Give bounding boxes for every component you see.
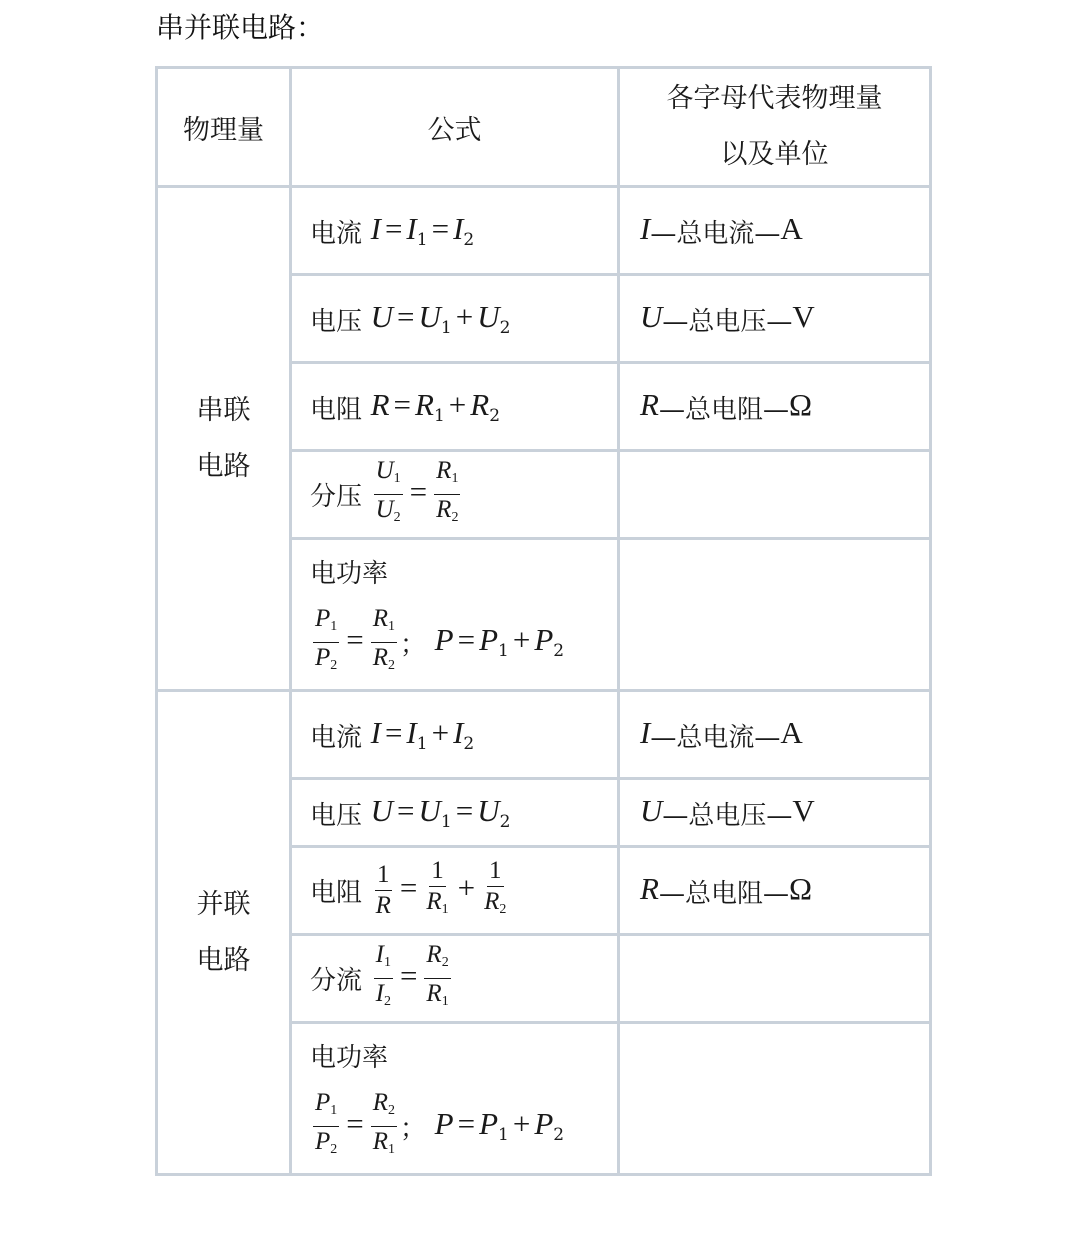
- formula-label: 电阻: [310, 878, 363, 908]
- parallel-label-line1: 并联: [196, 888, 251, 920]
- series-current-row: [157, 187, 931, 275]
- header-meaning: [619, 68, 931, 187]
- formula-label: 电压: [310, 801, 363, 831]
- series-power-formula: [291, 539, 619, 691]
- page-heading: 串并联电路：: [156, 11, 325, 44]
- fraction: $\frac{1}{R}$: [375, 861, 391, 919]
- power-equation: $\frac{P_1}{P_2}$ = $\frac{R_2}{R_1}$ ； $P = P_1 + P_2$: [310, 1088, 617, 1165]
- header-meaning-line2: 以及单位: [720, 139, 829, 170]
- series-voltage-formula: 电压 $U = U_1 + U_2$: [291, 275, 619, 363]
- series-resistance-formula: 电阻 $R = R_1 + R_2$: [291, 363, 619, 451]
- fraction: $\frac{P_1}{P_2}$: [315, 604, 338, 673]
- parallel-current-row: [157, 691, 931, 779]
- formula-label: 电功率: [310, 1042, 389, 1073]
- fraction: $\frac{P_1}{P_2}$: [315, 1088, 338, 1157]
- series-division-meaning: [619, 451, 931, 539]
- series-group-label: [157, 187, 291, 691]
- series-voltage-meaning: U—总电压—V: [619, 275, 931, 363]
- series-current-formula: 电流 $I = I_1 = I_2$: [291, 187, 619, 275]
- series-label-line1: 串联: [196, 394, 251, 426]
- fraction: $\frac{R_2}{R_1}$: [426, 941, 449, 1009]
- header-row: [157, 68, 931, 187]
- parallel-resistance-meaning: R—总电阻—Ω: [619, 847, 931, 935]
- header-meaning-line1: 各字母代表物理量: [666, 83, 883, 114]
- parallel-current-formula: 电流 $I = I_1 + I_2$: [291, 691, 619, 779]
- fraction: $\frac{1}{R_1}$: [426, 857, 449, 917]
- formula-label: 电流: [310, 723, 363, 753]
- parallel-power-meaning: [619, 1023, 931, 1175]
- power-equation: $\frac{P_1}{P_2}$ = $\frac{R_1}{R_2}$ ； $P = P_1 + P_2$: [310, 604, 617, 681]
- parallel-resistance-formula: 电阻 $\frac{1}{R}$ = $\frac{1}{R_1}$ + $\frac{1}{R_2}$: [291, 847, 619, 935]
- fraction: $\frac{U_1}{U_2}$: [375, 457, 401, 525]
- header-quantity: 物理量: [157, 68, 291, 187]
- formula-label: 电阻: [310, 395, 363, 425]
- parallel-power-formula: [291, 1023, 619, 1175]
- parallel-group-label: [157, 691, 291, 1175]
- formula-label: 分压: [310, 482, 363, 512]
- parallel-voltage-formula: 电压 $U = U_1 = U_2$: [291, 779, 619, 847]
- fraction: $\frac{I_1}{I_2}$: [375, 941, 391, 1009]
- series-power-meaning: [619, 539, 931, 691]
- series-division-formula: 分压 $\frac{U_1}{U_2}$ = $\frac{R_1}{R_2}$: [291, 451, 619, 539]
- parallel-voltage-meaning: U—总电压—V: [619, 779, 931, 847]
- header-formula: 公式: [291, 68, 619, 187]
- formula-label: 电流: [310, 219, 363, 249]
- fraction: $\frac{1}{R_2}$: [484, 857, 507, 917]
- formula-label: 分流: [310, 966, 363, 996]
- series-resistance-meaning: R—总电阻—Ω: [619, 363, 931, 451]
- parallel-current-meaning: I—总电流—A: [619, 691, 931, 779]
- parallel-division-meaning: [619, 935, 931, 1023]
- formula-table: [155, 66, 932, 1176]
- fraction: $\frac{R_2}{R_1}$: [372, 1088, 396, 1157]
- parallel-division-formula: 分流 $\frac{I_1}{I_2}$ = $\frac{R_2}{R_1}$: [291, 935, 619, 1023]
- formula-label: 电压: [310, 307, 363, 337]
- series-current-meaning: I—总电流—A: [619, 187, 931, 275]
- fraction: $\frac{R_1}{R_2}$: [372, 604, 396, 673]
- series-label-line2: 电路: [196, 450, 251, 482]
- fraction: $\frac{R_1}{R_2}$: [436, 457, 459, 525]
- formula-label: 电功率: [310, 558, 389, 589]
- parallel-label-line2: 电路: [196, 944, 251, 976]
